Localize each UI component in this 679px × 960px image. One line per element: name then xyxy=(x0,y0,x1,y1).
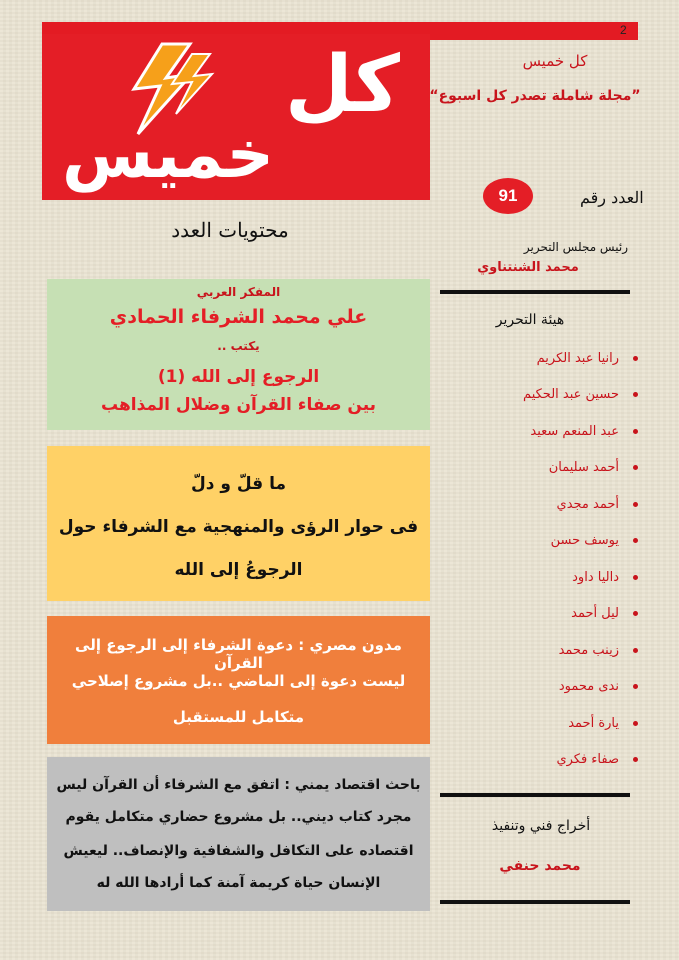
bullet-icon xyxy=(633,684,638,689)
list-item xyxy=(460,669,640,706)
member-name: يارة أحمد xyxy=(568,715,619,731)
article-line: مجرد كتاب ديني.. بل مشروع حضاري متكامل يقوم xyxy=(65,809,412,825)
article-writes-label: يكتب .. xyxy=(217,339,260,353)
bullet-icon xyxy=(633,538,638,543)
list-item xyxy=(460,377,640,414)
bullet-icon xyxy=(633,575,638,580)
list-item xyxy=(460,450,640,487)
issue-number-badge: 91 xyxy=(483,178,533,214)
logo-word-kol: كل xyxy=(285,40,400,130)
article-box-1[interactable] xyxy=(47,279,430,430)
article-author-label: المفكر العربي xyxy=(196,285,281,299)
article-title: الرجوع إلى الله (1) xyxy=(157,367,320,387)
article-line: الإنسان حياة كريمة آمنة كما أرادها الله له xyxy=(96,875,381,891)
member-name: داليا داود xyxy=(572,569,619,585)
article-line: مدون مصري : دعوة الشرفاء إلى الرجوع إلى القرآن xyxy=(75,636,402,672)
list-item xyxy=(460,742,640,779)
member-name: أحمد مجدي xyxy=(556,496,619,512)
member-name: صفاء فكري xyxy=(556,752,619,768)
bullet-icon xyxy=(633,429,638,434)
article-line: باحث اقتصاد يمني : اتفق مع الشرفاء أن القرآن ليس xyxy=(56,777,421,793)
magazine-tagline: “مجلة شاملة تصدر كل اسبوع” xyxy=(429,88,641,104)
board-title: هيئة التحرير xyxy=(495,312,565,328)
bullet-icon xyxy=(633,356,638,361)
member-name: ندى محمود xyxy=(558,679,619,695)
bullet-icon xyxy=(633,757,638,762)
bullet-icon xyxy=(633,392,638,397)
member-name: رانيا عبد الكريم xyxy=(536,350,619,366)
divider xyxy=(440,900,630,904)
list-item xyxy=(460,523,640,560)
list-item xyxy=(460,340,640,377)
page-number: 2 xyxy=(620,23,627,37)
member-name: يوسف حسن xyxy=(550,533,619,549)
article-box-2[interactable] xyxy=(47,446,430,601)
list-item xyxy=(460,413,640,450)
list-item xyxy=(460,705,640,742)
bullet-icon xyxy=(633,502,638,507)
article-line: اقتصاده على التكافل والشفافية والإنصاف.. ليعيش xyxy=(63,843,414,859)
list-item xyxy=(460,596,640,633)
article-box-4[interactable] xyxy=(47,757,430,911)
article-line: ليست دعوة إلى الماضي ..بل مشروع إصلاحي xyxy=(71,672,406,690)
article-subtitle: بين صفاء القرآن وضلال المذاهب xyxy=(100,395,377,415)
bullet-icon xyxy=(633,721,638,726)
divider xyxy=(440,290,630,294)
magazine-name: كل خميس xyxy=(522,52,588,70)
article-box-3[interactable] xyxy=(47,616,430,744)
logo-word-khamis: خميس xyxy=(62,116,275,193)
bullet-icon xyxy=(633,611,638,616)
member-name: أحمد سليمان xyxy=(548,460,619,476)
list-item xyxy=(460,632,640,669)
article-title: ما قلّ و دلّ xyxy=(190,474,286,494)
bullet-icon xyxy=(633,465,638,470)
list-item xyxy=(460,559,640,596)
article-author-name: علي محمد الشرفاء الحمادي xyxy=(109,306,368,328)
design-name: محمد حنفي xyxy=(499,858,581,874)
issue-label: العدد رقم xyxy=(580,188,644,207)
member-name: زينب محمد xyxy=(558,642,619,658)
contents-title: محتويات العدد xyxy=(171,218,289,242)
article-line: متكامل للمستقبل xyxy=(172,708,305,726)
divider xyxy=(440,793,630,797)
article-line: فى حوار الرؤى والمنهجية مع الشرفاء حول xyxy=(58,517,419,537)
member-name: حسين عبد الحكيم xyxy=(523,387,619,403)
member-name: ليل أحمد xyxy=(571,606,619,622)
magazine-logo xyxy=(42,34,430,200)
editorial-board-list xyxy=(460,340,640,778)
list-item xyxy=(460,486,640,523)
article-line: الرجوعُ إلى الله xyxy=(174,560,303,580)
chair-name: محمد الشنتناوي xyxy=(477,260,579,275)
bullet-icon xyxy=(633,648,638,653)
design-title: أخراج فني وتنفيذ xyxy=(491,818,591,834)
member-name: عبد المنعم سعيد xyxy=(530,423,619,439)
chair-label: رئيس مجلس التحرير xyxy=(523,240,628,254)
